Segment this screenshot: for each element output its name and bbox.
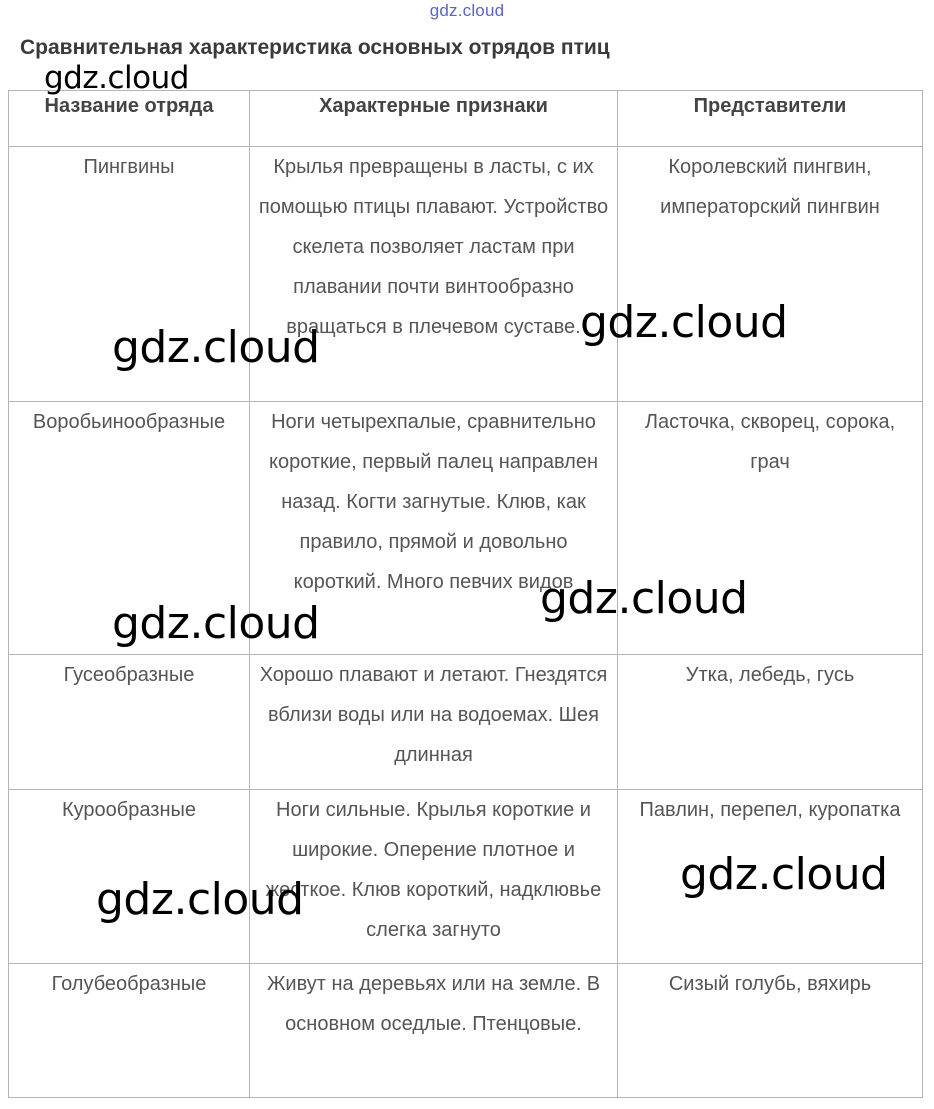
order-cell: Курообразные <box>9 790 250 964</box>
examples-cell: Ласточка, скворец, сорока, грач <box>618 402 923 655</box>
order-cell: Голубеобразные <box>9 964 250 1098</box>
watermark: gdz.cloud <box>580 297 788 348</box>
features-cell: Крылья превращены в ласты, с их помощью птицы плавают. Устройство скелета позволяет ластам при плавании почти винтообразно вращаться в плечевом суставе. <box>250 147 618 402</box>
watermark: gdz.cloud <box>112 598 320 649</box>
watermark: gdz.cloud <box>112 322 320 373</box>
features-cell: Живут на деревьях или на земле. В основном оседлые. Птенцовые. <box>250 964 618 1098</box>
features-cell: Ноги сильные. Крылья короткие и широкие. Оперение плотное и жесткое. Клюв короткий, надклювье слегка загнуто <box>250 790 618 964</box>
features-cell: Ноги четырехпалые, сравнительно короткие, первый палец направлен назад. Когти загнутые. Клюв, как правило, прямой и довольно короткий. Много певчих видов <box>250 402 618 655</box>
order-cell: Воробьинообразные <box>9 402 250 655</box>
watermark: gdz.cloud <box>44 60 189 96</box>
table-row <box>9 655 923 790</box>
header-order: Название отряда <box>9 91 250 147</box>
features-cell: Хорошо плавают и летают. Гнездятся вблизи воды или на водоемах. Шея длинная <box>250 655 618 790</box>
watermark: gdz.cloud <box>540 573 748 624</box>
examples-cell: Утка, лебедь, гусь <box>618 655 923 790</box>
watermark: gdz.cloud <box>680 849 888 900</box>
order-cell: Пингвины <box>9 147 250 402</box>
examples-cell: Павлин, перепел, куропатка <box>618 790 923 964</box>
comparison-table <box>8 90 923 1098</box>
table-row <box>9 964 923 1098</box>
examples-cell: Сизый голубь, вяхирь <box>618 964 923 1098</box>
order-cell: Гусеобразные <box>9 655 250 790</box>
examples-cell: Королевский пингвин, императорский пингвин <box>618 147 923 402</box>
watermark: gdz.cloud <box>96 874 304 925</box>
page-title: Сравнительная характеристика основных отрядов птиц <box>20 36 610 59</box>
header-examples: Представители <box>618 91 923 147</box>
site-mark: gdz.cloud <box>429 1 505 20</box>
table-header-row <box>9 91 923 147</box>
header-features: Характерные признаки <box>250 91 618 147</box>
